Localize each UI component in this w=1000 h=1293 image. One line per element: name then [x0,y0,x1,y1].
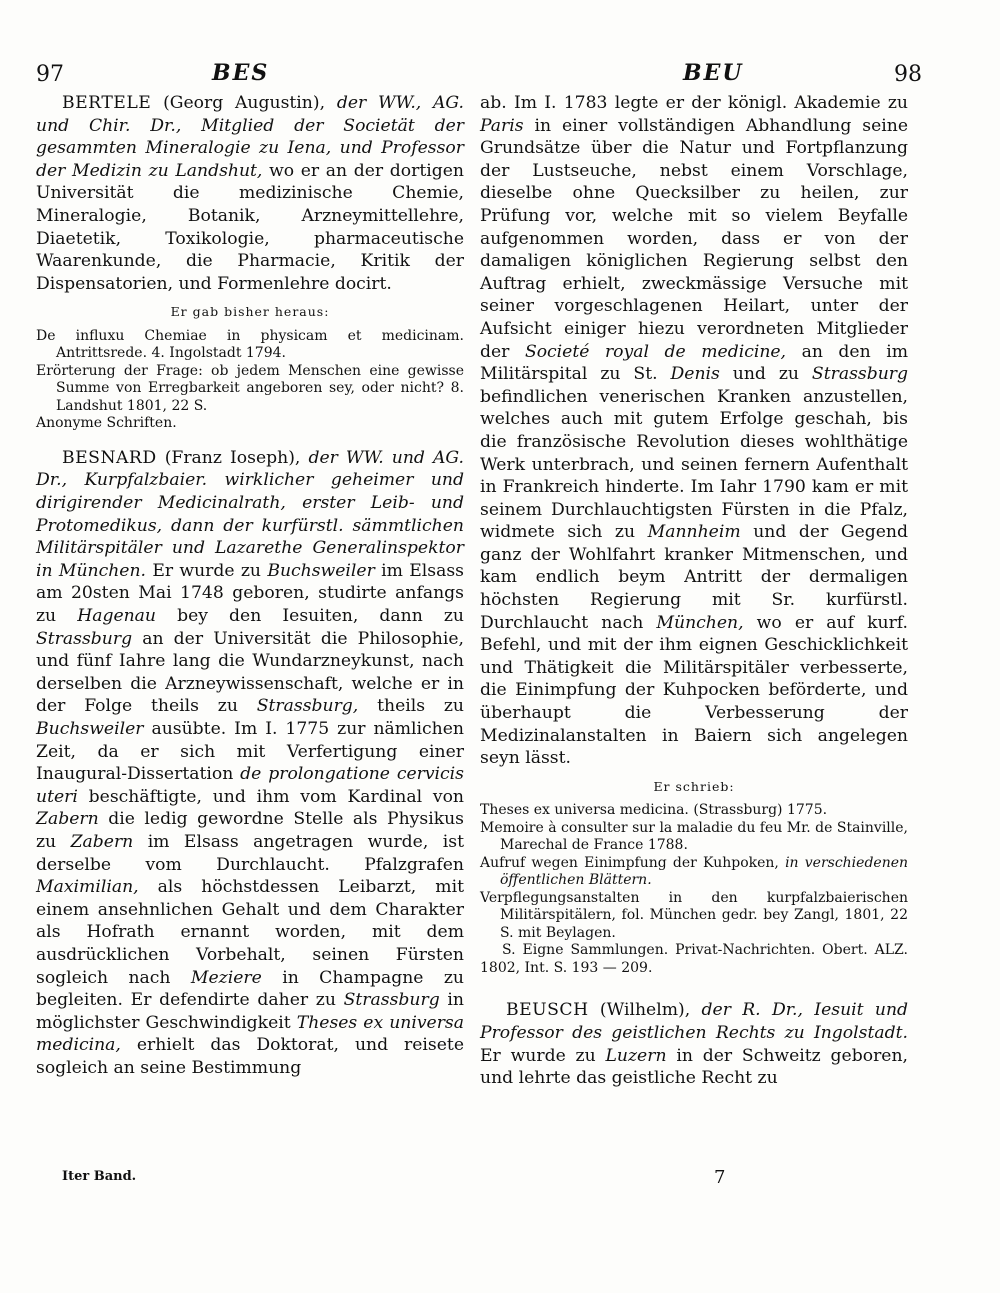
entry-text: erhielt das Doktorat, und reisete sogleich an seine Bestimmung [36,1035,464,1078]
place-name: Luzern [605,1045,667,1066]
left-page-number: 97 [36,62,64,87]
entry-text: in der Schweitz geboren, und lehrte das geistliche Recht zu [480,1045,908,1089]
work-note: in verschiedenen öffentlichen Blättern. [500,854,909,889]
entry-besnard [36,447,464,1080]
entry-text: ab. Im I. 1783 legte er der königl. Akademie zu [480,93,908,113]
entry-text: wo er an der dortigen Universität die medizinische Chemie, Mineralogie, Botanik, Arzneymittellehre, Diaetetik, Toxikologie, pharmaceutische Waarenkunde, die Pharmacie, Kritik der Dispensatorien, und Formenlehre docirt. [36,160,465,294]
entry-forename: (Franz Ioseph), [164,447,301,468]
works-heading: Er schrieb: [653,778,735,794]
entry-bertele [36,92,464,295]
entry-text: wo er auf kurf. Befehl, und mit der ihm eignen Geschicklichkeit und Thätigkeit die Militärspitäler verbesserte, die Einimpfung der Kuhpocken beförderte, und überhaupt die Verbesserung der Medizinalanstalten in Baiern sich angelegen seyn lässt. [480,612,908,769]
entry-besnard-continued [480,92,908,770]
work-text: Aufruf wegen Einimpfung der Kuhpoken, [480,854,779,871]
place-name: Strassburg [343,990,440,1011]
entry-text: im Elsass angetragen wurde, ist derselbe vom Durchlaucht. Pfalzgrafen [36,831,464,875]
place-name: Mannheim [647,522,741,543]
entry-text: befindlichen venerischen Kranken anzustellen, welches auch mit gutem Erfolge geschah, bis die französische Revolution dieses wohlthätige Werk unterbrach, und seinen fernern Aufenthalt in Frankreich hinderte. Im Iahr 1790 kam er mit seinem Durchlauchtigsten Fürsten in die Pfalz, widmete sich zu [480,386,908,543]
entry-text: im Elsass am 20sten Mai 1748 geboren, studirte anfangs zu [36,560,464,626]
signature-mark-right: 7 [714,1167,726,1188]
place-name: München, [656,612,744,633]
entry-text: ausübte. Im I. 1775 zur nämlichen Zeit, da er sich mit Verfertigung einer Inaugural-Dissertation [36,718,464,785]
entry-text: die ledig gewordne Stelle als Physikus zu [36,809,464,852]
place-name: Ingolstadt. [813,1022,908,1043]
entry-text: und der Gegend ganz der Wohlfahrt kranker Mitmenschen, und kam endlich beym Antritt der dermaligen höchsten Regierung mit Sr. kurfürstl. Durchlaucht nach [480,522,908,633]
dissertation-title: de prolongatione cervicis uteri [36,764,464,807]
entry-text: an der Universität die Philosophie, und fünf Iahre lang die Wundarzneykunst, nach derselben die Arzneywissenschaft, welche er in der Folge theils zu [36,628,464,717]
work-item: Verpflegungsanstalten in den kurpfalzbaierischen Militärspitälern, fol. München gedr. bey Zangl, 1801, 22 S. mit Beylagen. [480,889,908,941]
entry-text: in Champagne zu begleiten. Er defendirte daher zu [36,967,464,1011]
entry-text: in möglichster Geschwindigkeit [36,990,464,1033]
place-name: Meziere [190,967,262,988]
entry-text: bey den Iesuiten, dann zu [177,606,464,626]
work-item: Memoire à consulter sur la maladie du feu Mr. de Stainville, Marechal de France 1788. [480,819,908,854]
entry-text: Er wurde zu [480,1045,596,1066]
place-name: Hagenau [77,606,156,626]
entry-name: BERTELE [62,93,152,113]
entry-title: der R. Dr., Iesuit und Professor des geistlichen Rechts zu [480,1000,909,1043]
left-column [36,92,464,1079]
theses-title: Theses ex universa medicina, [36,1012,464,1056]
entry-name: BESNARD [62,447,157,468]
society-name: Societé royal de medicine, [524,341,787,362]
entry-text: als höchstdessen Leibarzt, mit einem ansehnlichen Gehalt und dem Charakter als Hofrath ernannt worden, mit dem ausdrücklichen Vorbehalt, seinen Fürsten sogleich nach [36,877,464,988]
right-column [480,92,908,1090]
entry-title: der WW. und AG. Dr., Kurpfalzbaier. wirklicher geheimer und dirigirender Medicinalrath, erster Leib- und Protomedikus, dann der kurfürstl. sämmtlichen Militärspitäler und Lazarethe Generalinspektor in München. [36,447,464,581]
entry-forename: (Georg Augustin), [163,93,326,113]
place-name: Buchsweiler [267,560,375,581]
signature-mark-left: Iter Band. [62,1169,137,1184]
work-item [480,855,908,890]
entry-text: theils zu [377,696,464,717]
place-name: Strassburg [36,628,133,649]
left-running-head: BES [212,60,270,86]
person-name: Maximilian, [36,877,139,898]
entry-text: beschäftigte, und ihm vom Kardinal von [88,786,464,807]
work-item: Theses ex universa medicina. (Strassburg) 1775. [480,802,828,819]
entry-text: in einer vollständigen Abhandlung seine Grundsätze über die Natur und Fortpflanzung der Lustseuche, nebst einem Vorschlage, dieselbe ohne Quecksilber zu heilen, zur Prüfung vor, welche mit so vielem Beyfalle aufgenommen worden, dass er von der damaligen königlichen Regierung selbst den Auftrag erhielt, zweckmässige Versuche mit seiner vorgeschlagenen Heilart, unter der Aufsicht einiger hiezu verordneten Mitglieder der [480,115,908,362]
work-item: Anonyme Schriften. [36,415,177,432]
sources-line: S. Eigne Sammlungen. Privat-Nachrichten. Obert. ALZ. 1802, Int. S. 193 — 209. [480,942,908,976]
entry-name: BEUSCH [506,1000,589,1021]
entry-forename: (Wilhelm), [599,1000,691,1021]
place-name: Paris [480,115,524,136]
entry-title: der WW., AG. und Chir. Dr., Mitglied der Societät der gesammten Mineralogie zu Iena, und Professor der Medizin zu Landshut, [36,93,465,181]
entry-text: an den im Militärspital zu St. [480,341,909,385]
work-item: De influxu Chemiae in physicam et medicinam. Antrittsrede. 4. Ingolstadt 1794. [36,327,464,362]
entry-text: und zu [732,364,799,385]
works-heading: Er gab bisher heraus: [170,304,330,320]
right-page-number: 98 [894,62,922,87]
entry-beusch [480,999,908,1089]
place-name: Zabern [70,831,134,852]
work-item: Erörterung der Frage: ob jedem Menschen eine gewisse Summe von Erregbarkeit angeboren sey, oder nicht? 8. Landshut 1801, 22 S. [36,362,464,414]
place-name: Denis [670,364,720,385]
right-running-head: BEU [683,60,744,86]
place-name: Buchsweiler [36,718,144,739]
entry-text: Er wurde zu [152,560,262,581]
place-name: Strassburg [811,364,908,385]
place-name: Zabern [36,809,99,830]
place-name: Strassburg, [256,696,359,717]
